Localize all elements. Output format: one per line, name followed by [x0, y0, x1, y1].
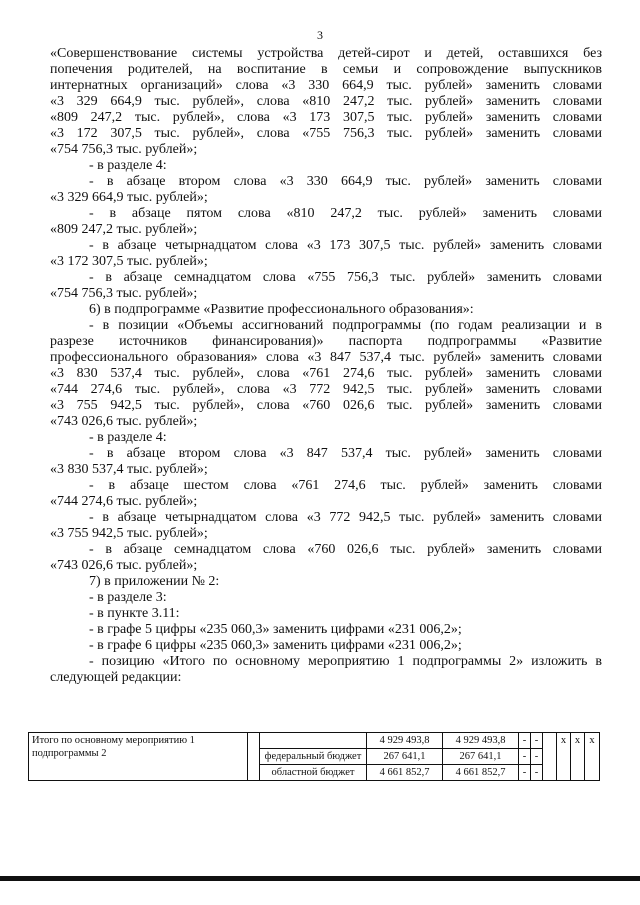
- document-body: [50, 46, 602, 686]
- text-line: - в абзаце семнадцатом слова «755 756,3 тыс. рублей» заменить словами: [89, 270, 602, 285]
- text-line: - в абзаце втором слова «3 330 664,9 тыс. рублей» заменить словами: [89, 174, 602, 189]
- table-name-cell: Итого по основному мероприятию 1 подпрограммы 2: [29, 733, 248, 781]
- table-col6-cell: 4 661 852,7: [443, 765, 519, 781]
- text-line: профессионального образования» слова «3 847 537,4 тыс. рублей» заменить словами: [50, 350, 602, 365]
- text-line: «3 329 664,9 тыс. рублей»;: [50, 190, 208, 205]
- page-number: 3: [317, 28, 323, 42]
- text-line: - в позиции «Объемы ассигнований подпрограммы (по годам реализации и в: [89, 318, 602, 333]
- text-line: «3 830 537,4 тыс. рублей»;: [50, 462, 208, 477]
- text-line: - в абзаце пятом слова «810 247,2 тыс. рублей» заменить словами: [89, 206, 602, 221]
- text-line: «3 172 307,5 тыс. рублей», слова «755 756,3 тыс. рублей» заменить словами: [50, 126, 602, 141]
- text-line: - в разделе 4:: [89, 158, 167, 173]
- table-source-cell: областной бюджет: [260, 765, 367, 781]
- table-x-cell: x: [571, 733, 585, 781]
- text-line: - в графе 6 цифры «235 060,3» заменить цифрами «231 006,2»;: [89, 638, 462, 653]
- table-cell: [248, 733, 260, 781]
- text-line: - позицию «Итого по основному мероприятию 1 подпрограммы 2» изложить в: [89, 654, 602, 669]
- table-dash-cell: -: [519, 733, 531, 749]
- text-line: 6) в подпрограмме «Развитие профессионального образования»:: [89, 302, 474, 317]
- text-line: «744 274,6 тыс. рублей», слова «3 772 942,5 тыс. рублей» заменить словами: [50, 382, 602, 397]
- text-line: разрезе источников финансирования)» паспорта подпрограммы «Развитие: [50, 334, 602, 349]
- table-source-cell: федеральный бюджет: [260, 749, 367, 765]
- text-line: «3 755 942,5 тыс. рублей»;: [50, 526, 208, 541]
- table-source-cell: [260, 733, 367, 749]
- table-col5-cell: 4 929 493,8: [367, 733, 443, 749]
- text-line: следующей редакции:: [50, 670, 182, 685]
- text-line: «809 247,2 тыс. рублей», слова «3 173 307,5 тыс. рублей» заменить словами: [50, 110, 602, 125]
- table-col5-cell: 267 641,1: [367, 749, 443, 765]
- table-x-cell: x: [585, 733, 600, 781]
- text-line: «3 830 537,4 тыс. рублей», слова «761 274,6 тыс. рублей» заменить словами: [50, 366, 602, 381]
- text-line: «3 329 664,9 тыс. рублей», слова «810 247,2 тыс. рублей» заменить словами: [50, 94, 602, 109]
- text-line: - в абзаце четырнадцатом слова «3 772 942,5 тыс. рублей» заменить словами: [89, 510, 602, 525]
- table-dash-cell: -: [519, 765, 531, 781]
- text-line: 7) в приложении № 2:: [89, 574, 220, 589]
- text-line: «743 026,6 тыс. рублей»;: [50, 558, 198, 573]
- text-line: - в абзаце семнадцатом слова «760 026,6 тыс. рублей» заменить словами: [89, 542, 602, 557]
- text-line: - в графе 5 цифры «235 060,3» заменить цифрами «231 006,2»;: [89, 622, 462, 637]
- text-line: - в разделе 3:: [89, 590, 167, 605]
- text-line: «743 026,6 тыс. рублей»;: [50, 414, 198, 429]
- text-line: - в абзаце четырнадцатом слова «3 173 307,5 тыс. рублей» заменить словами: [89, 238, 602, 253]
- text-line: - в пункте 3.11:: [89, 606, 180, 621]
- text-line: «3 172 307,5 тыс. рублей»;: [50, 254, 208, 269]
- text-line: - в абзаце шестом слова «761 274,6 тыс. рублей» заменить словами: [89, 478, 602, 493]
- text-line: «3 755 942,5 тыс. рублей», слова «760 026,6 тыс. рублей» заменить словами: [50, 398, 602, 413]
- text-line: «744 274,6 тыс. рублей»;: [50, 494, 198, 509]
- text-line: интернатных организаций» слова «3 330 664,9 тыс. рублей» заменить словами: [50, 78, 602, 93]
- text-line: «Совершенствование системы устройства детей-сирот и детей, оставшихся без: [50, 46, 602, 61]
- text-line: «754 756,3 тыс. рублей»;: [50, 142, 198, 157]
- text-line: «754 756,3 тыс. рублей»;: [50, 286, 198, 301]
- table-dash-cell: -: [531, 765, 543, 781]
- page-bottom-rule: [0, 876, 640, 881]
- table-col6-cell: 4 929 493,8: [443, 733, 519, 749]
- text-line: «809 247,2 тыс. рублей»;: [50, 222, 198, 237]
- text-line: попечения родителей, на воспитание в семьи и сопровождение выпускников: [50, 62, 602, 77]
- table-x-cell: x: [557, 733, 571, 781]
- table-dash-cell: -: [531, 749, 543, 765]
- table-col6-cell: 267 641,1: [443, 749, 519, 765]
- table-row: [29, 733, 600, 749]
- table-dash-cell: -: [531, 733, 543, 749]
- budget-table: [28, 732, 600, 781]
- text-line: - в разделе 4:: [89, 430, 167, 445]
- table-cell: [543, 733, 557, 781]
- table-dash-cell: -: [519, 749, 531, 765]
- text-line: - в абзаце втором слова «3 847 537,4 тыс. рублей» заменить словами: [89, 446, 602, 461]
- table-col5-cell: 4 661 852,7: [367, 765, 443, 781]
